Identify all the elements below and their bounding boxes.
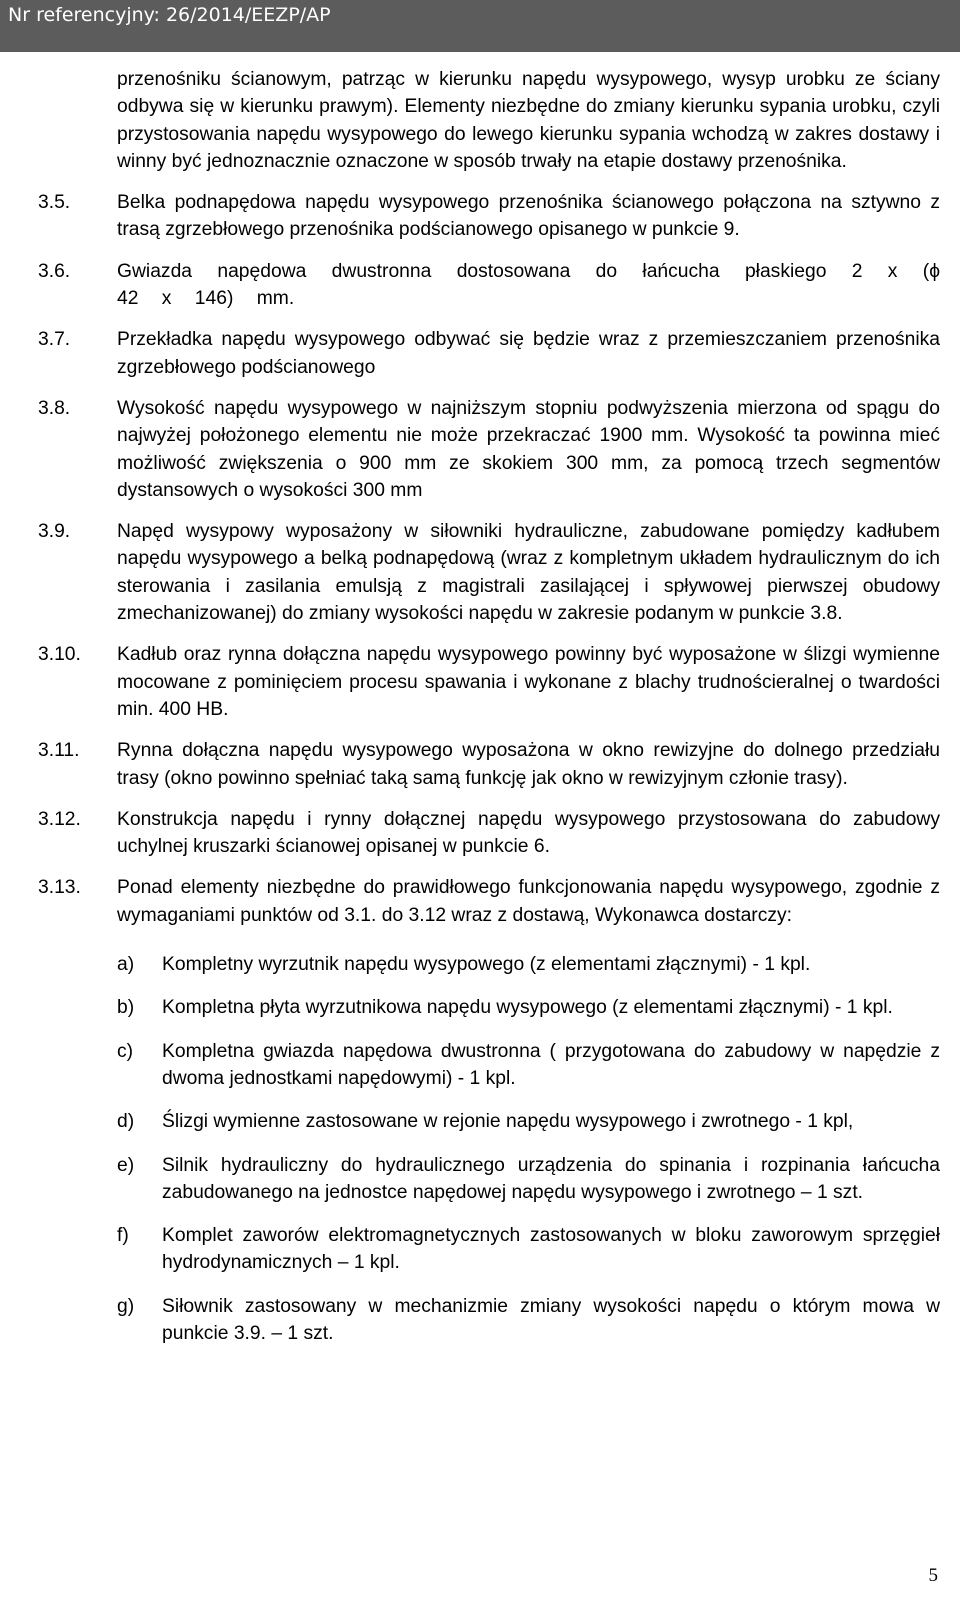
reference-number: Nr referencyjny: 26/2014/EEZP/AP	[8, 4, 331, 26]
section-3-9	[38, 518, 940, 627]
section-text: Gwiazda napędowa dwustronna dostosowana do łańcucha płaskiego 2 x (ϕ 42 x 146) mm.	[117, 260, 940, 310]
list-letter: f)	[117, 1225, 129, 1247]
section-number: 3.11.	[38, 740, 80, 762]
list-item	[117, 1108, 940, 1135]
section-3-11	[38, 737, 940, 792]
list-item	[117, 1038, 940, 1093]
section-3-7	[38, 326, 940, 381]
list-letter: a)	[117, 954, 135, 976]
section-text: Konstrukcja napędu i rynny dołącznej napędu wysypowego przystosowana do zabudowy uchylnej kruszarki ścianowej opisanej w punkcie 6.	[117, 808, 940, 858]
section-3-12	[38, 806, 940, 861]
section-text: Ponad elementy niezbędne do prawidłowego funkcjonowania napędu wysypowego, zgodnie z wymaganiami punktów od 3.1. do 3.12 wraz z dostawą, Wykonawca dostarczy:	[117, 877, 940, 926]
section-text: Napęd wysypowy wyposażony w siłowniki hydrauliczne, zabudowane pomiędzy kadłubem napędu wysypowego a belką podnapędową (wraz z kompletnym układem hydraulicznym do ich sterowania i zasilania emulsją z magistrali zasilającej i spływowej pierwszej obudowy zmechanizowanej) do zmiany wysokości napędu w zakresie podanym w punkcie 3.8.	[117, 521, 940, 625]
list-item-text: Komplet zaworów elektromagnetycznych zastosowanych w bloku zaworowym sprzęgieł hydrodynamicznych – 1 kpl.	[162, 1225, 940, 1274]
list-item	[117, 951, 940, 978]
list-item-text: Kompletna gwiazda napędowa dwustronna ( przygotowana do zabudowy w napędzie z dwoma jednostkami napędowymi) - 1 kpl.	[162, 1040, 940, 1089]
section-number: 3.9.	[38, 521, 71, 543]
list-item-text: Ślizgi wymienne zastosowane w rejonie napędu wysypowego i zwrotnego - 1 kpl,	[162, 1111, 854, 1133]
list-item-text: Siłownik zastosowany w mechanizmie zmiany wysokości napędu o którym mowa w punkcie 3.9. – 1 szt.	[162, 1295, 940, 1344]
document-header	[0, 0, 960, 52]
section-number: 3.12.	[38, 808, 81, 830]
section-3-10	[38, 641, 940, 723]
page-number: 5	[928, 1565, 938, 1586]
section-3-5	[38, 189, 940, 244]
deliverables-list	[117, 951, 940, 1347]
document-body	[38, 66, 940, 1363]
section-3-13	[38, 874, 940, 1363]
section-3-6	[38, 258, 940, 313]
list-item	[117, 1222, 940, 1277]
section-text: Belka podnapędowa napędu wysypowego przenośnika ścianowego połączona na sztywno z trasą zgrzebłowego przenośnika podścianowego opisanego w punkcie 9.	[117, 192, 940, 241]
section-3-8	[38, 395, 940, 504]
section-number: 3.13.	[38, 877, 81, 899]
section-number: 3.10.	[38, 644, 81, 666]
list-letter: c)	[117, 1040, 134, 1062]
list-letter: b)	[117, 997, 135, 1019]
list-letter: e)	[117, 1154, 135, 1176]
list-item-text: Kompletny wyrzutnik napędu wysypowego (z elementami złącznymi) - 1 kpl.	[162, 954, 811, 976]
section-number: 3.8.	[38, 397, 71, 419]
section-body	[117, 874, 940, 1363]
section-text: Wysokość napędu wysypowego w najniższym stopniu podwyższenia mierzona od spągu do najwyżej położonego elementu nie może przekraczać 1900 mm. Wysokość ta powinna mieć możliwość zwiększenia o 900 mm ze skokiem 300 mm, za pomocą trzech segmentów dystansowych o wysokości 300 mm	[117, 397, 940, 501]
list-letter: d)	[117, 1111, 135, 1133]
list-letter: g)	[117, 1295, 135, 1317]
intro-paragraph: przenośniku ścianowym, patrząc w kierunku napędu wysypowego, wysyp urobku ze ściany odbywa się w kierunku prawym). Elementy niezbędne do zmiany kierunku sypania urobku, czyli przystosowania napędu wysypowego do lewego kierunku sypania wchodzą w zakres dostawy i winny być jednoznacznie oznaczone w sposób trwały na etapie dostawy przenośnika.	[117, 69, 940, 172]
section-number: 3.7.	[38, 329, 71, 351]
list-item-text: Silnik hydrauliczny do hydraulicznego urządzenia do spinania i rozpinania łańcucha zabudowanego na jednostce napędowej napędu wysypowego i zwrotnego – 1 szt.	[162, 1154, 940, 1203]
section-text: Rynna dołączna napędu wysypowego wyposażona w okno rewizyjne do dolnego przedziału trasy (okno powinno spełniać taką samą funkcję jak okno w rewizyjnym członie trasy).	[117, 740, 940, 789]
list-item	[117, 1293, 940, 1348]
list-item	[117, 994, 940, 1021]
list-item-text: Kompletna płyta wyrzutnikowa napędu wysypowego (z elementami złącznymi) - 1 kpl.	[162, 997, 893, 1019]
section-number: 3.6.	[38, 260, 71, 282]
section-text: Kadłub oraz rynna dołączna napędu wysypowego powinny być wyposażone w ślizgi wymienne mocowane z pominięciem procesu spawania i wykonane z blachy trudnościeralnej o twardości min. 400 HB.	[117, 644, 940, 720]
section-number: 3.5.	[38, 192, 71, 214]
list-item	[117, 1152, 940, 1207]
section-text: Przekładka napędu wysypowego odbywać się będzie wraz z przemieszczaniem przenośnika zgrzebłowego podścianowego	[117, 329, 940, 378]
